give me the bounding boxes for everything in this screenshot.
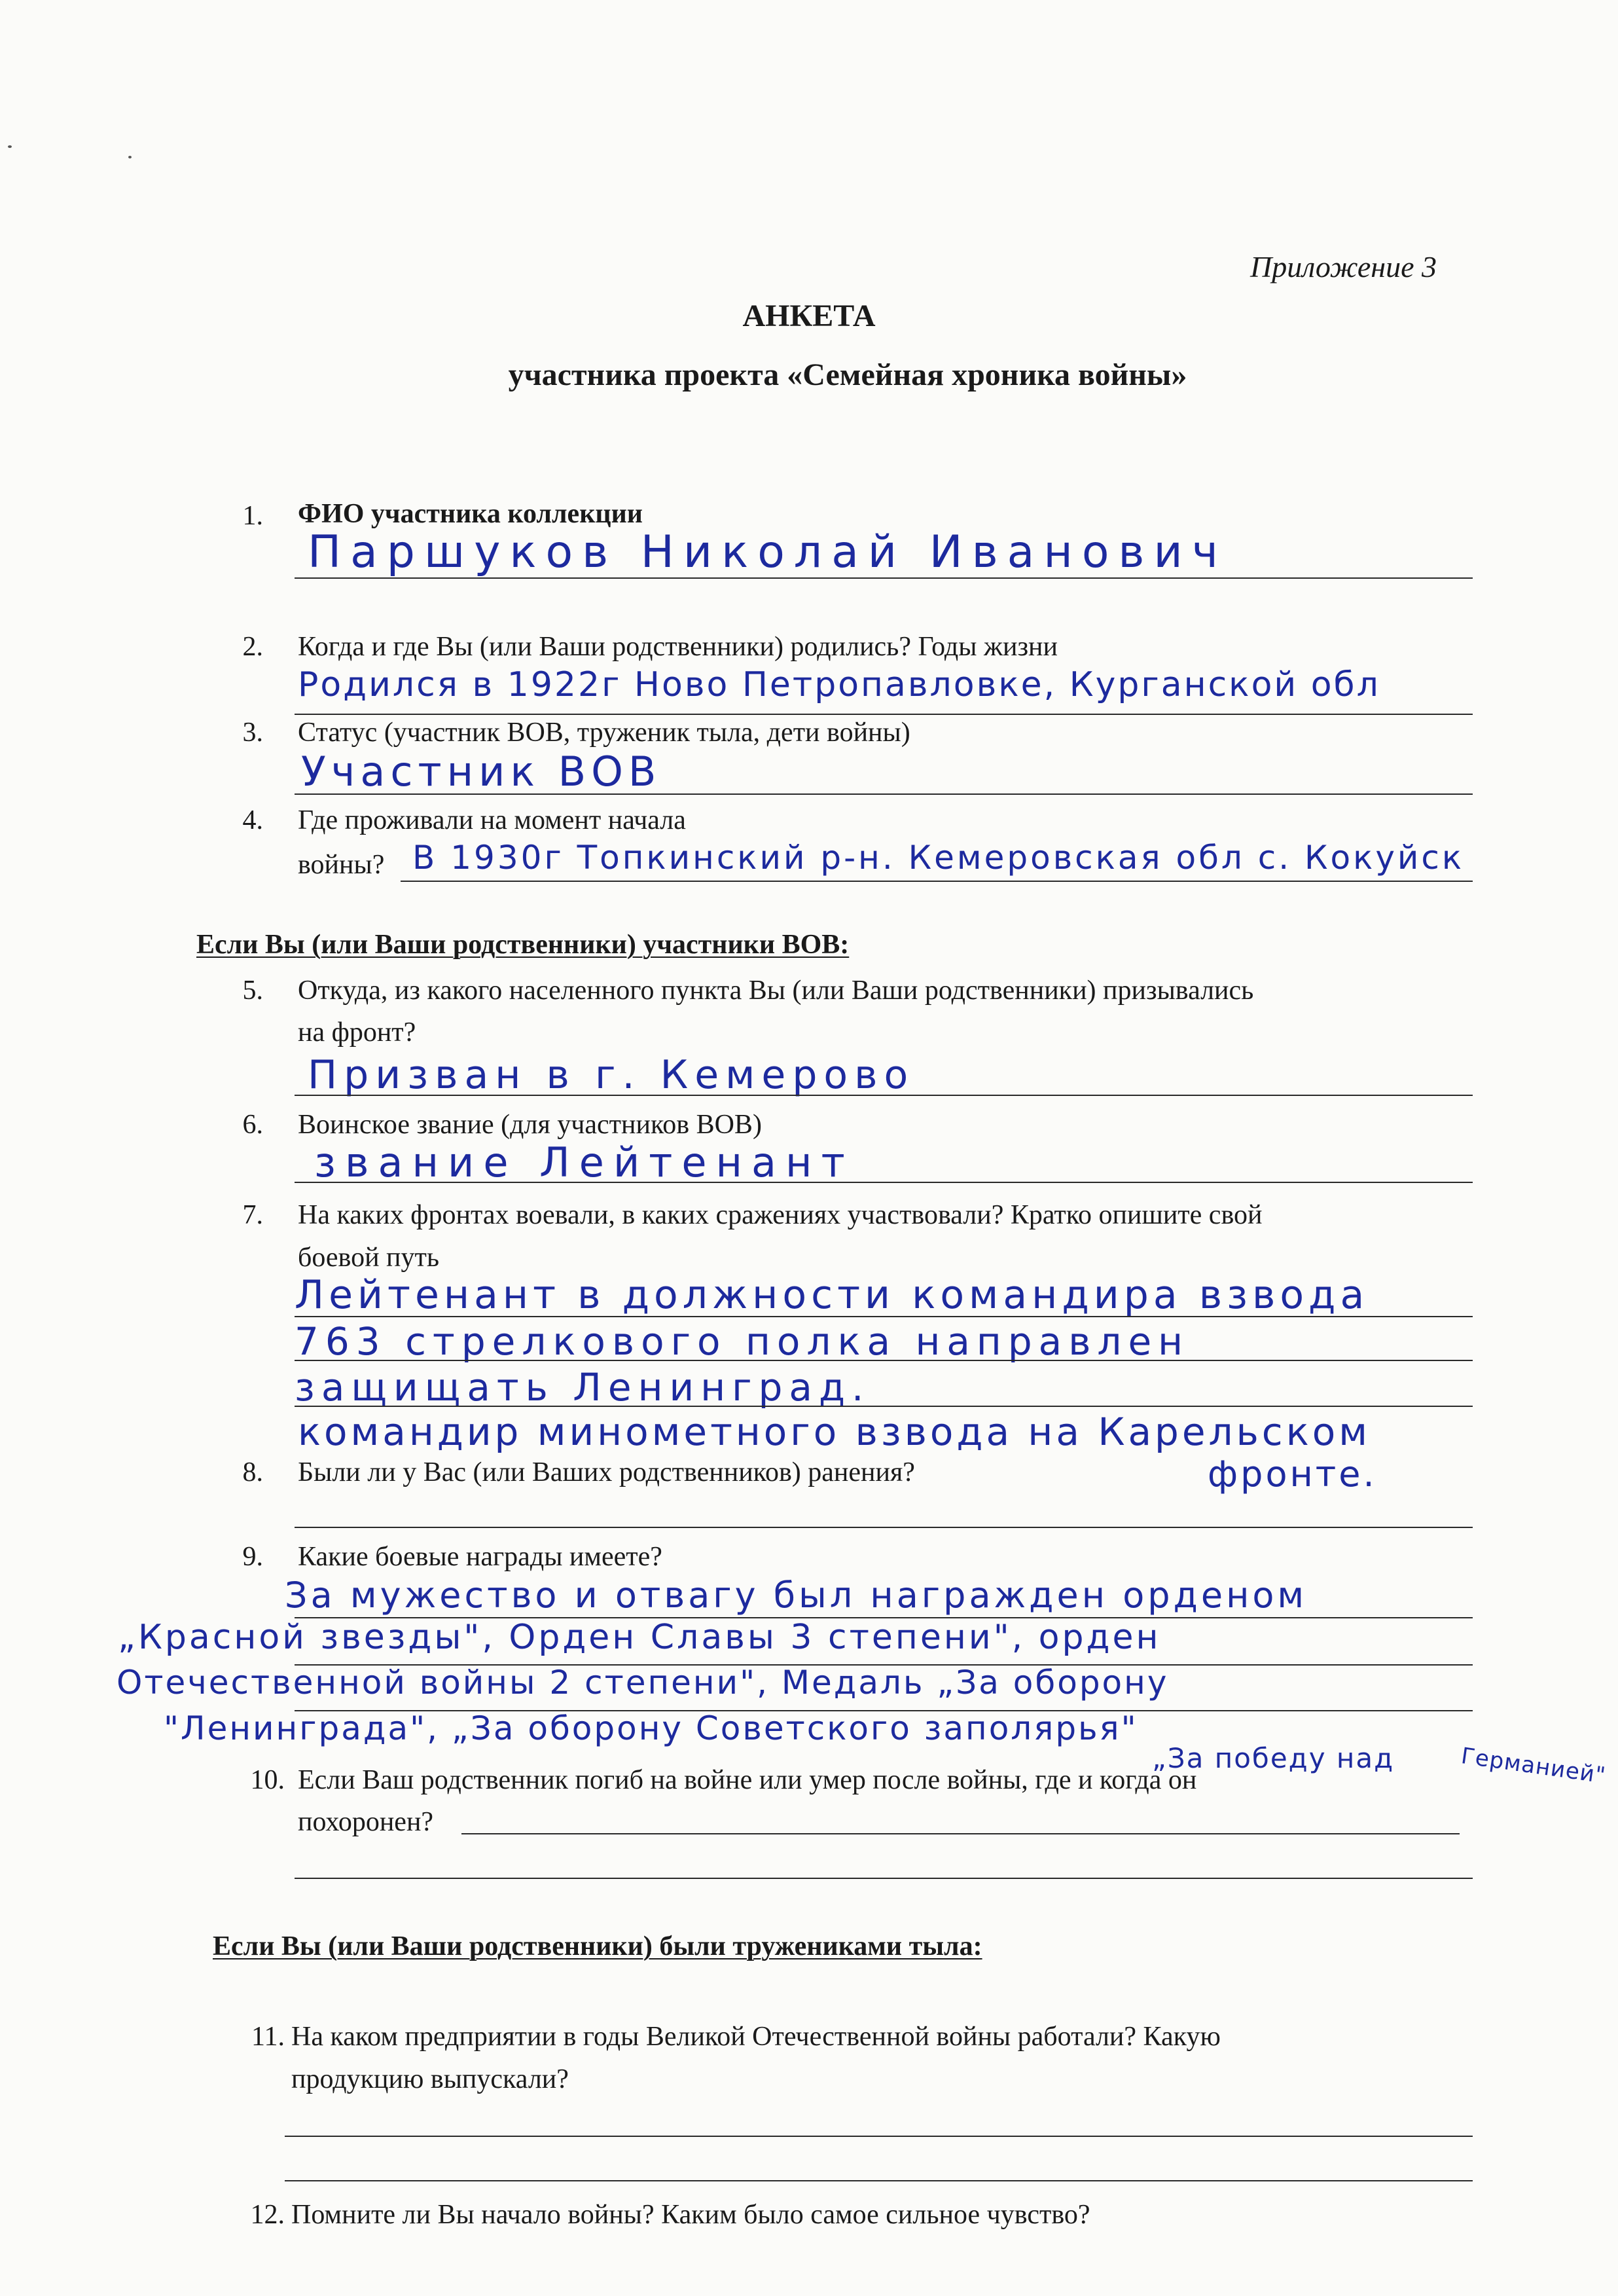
scan-speck: [128, 156, 132, 158]
q9-answer-line-text: За мужество и отвагу был награжден орденом: [285, 1575, 1308, 1616]
q6-label: Воинское звание (для участников ВОВ): [298, 1110, 762, 1140]
q6-answer-line: [295, 1182, 1473, 1183]
q7-answer-line: [295, 1316, 1473, 1317]
q12-label: Помните ли Вы начало войны? Каким было самое сильное чувство?: [291, 2200, 1090, 2230]
q4-answer: В 1930г Топкинский р-н. Кемеровская обл с. Кокуйск: [412, 839, 1465, 877]
q5-label-line1: Откуда, из какого населенного пункта Вы (или Ваши родственники) призывались: [298, 975, 1254, 1006]
q7-label-line2: боевой путь: [298, 1243, 440, 1273]
question-number: 8.: [242, 1457, 263, 1487]
question-number: 7.: [242, 1200, 263, 1230]
question-number: 5.: [242, 975, 263, 1006]
document-subtitle: участника проекта «Семейная хроника войны»: [508, 357, 1187, 392]
q5-answer: Призван в г. Кемерово: [308, 1052, 915, 1098]
q11-label-line2: продукцию выпускали?: [291, 2064, 569, 2094]
q7-answer-line: [295, 1360, 1473, 1361]
question-number: 9.: [242, 1542, 263, 1572]
q11-label-line1: На каком предприятии в годы Великой Отечественной войны работали? Какую: [291, 2022, 1221, 2052]
question-number: 3.: [242, 718, 263, 748]
question-number: 11.: [251, 2022, 285, 2052]
q7-label-line1: На каких фронтах воевали, в каких сражениях участвовали? Кратко опишите свой: [298, 1200, 1263, 1230]
q5-label-line2: на фронт?: [298, 1017, 416, 1048]
q7-answer-line-text: фронте.: [1208, 1453, 1377, 1495]
q9-answer-line-text: „За победу над: [1152, 1742, 1395, 1774]
q3-answer: Участник ВОВ: [301, 748, 662, 795]
q1-answer: Паршуков Николай Иванович: [308, 526, 1227, 578]
q8-answer-line: [295, 1527, 1473, 1528]
q7-answer-line-text: Лейтенант в должности командира взвода: [295, 1272, 1369, 1318]
section-heading-vov: Если Вы (или Ваши родственники) участники ВОВ:: [196, 930, 850, 960]
q7-answer-line: [295, 1406, 1473, 1407]
q2-answer: Родился в 1922г Ново Петропавловке, Курганской обл: [298, 665, 1380, 704]
question-number: 4.: [242, 805, 263, 835]
q9-answer-line-text: Германией": [1459, 1743, 1608, 1789]
q3-label: Статус (участник ВОВ, труженик тыла, дети войны): [298, 718, 910, 748]
q5-answer-line: [295, 1095, 1473, 1096]
q11-answer-line: [285, 2136, 1473, 2137]
q1-answer-line: [295, 577, 1473, 579]
q9-answer-line-text: Отечественной войны 2 степени", Медаль „За оборону: [117, 1664, 1169, 1702]
q9-label: Какие боевые награды имеете?: [298, 1542, 662, 1572]
question-number: 2.: [242, 632, 263, 662]
q7-answer-line-text: 763 стрелкового полка направлен: [295, 1319, 1190, 1364]
appendix-label: Приложение 3: [1250, 250, 1437, 283]
q3-answer-line: [295, 793, 1473, 795]
q4-label-line1: Где проживали на момент начала: [298, 805, 686, 835]
q1-label: ФИО участника коллекции: [298, 499, 643, 529]
q7-answer-line-text: командир минометного взвода на Карельском: [298, 1410, 1371, 1454]
q4-label-line2: войны?: [298, 850, 385, 880]
q8-label: Были ли у Вас (или Ваших родственников) ранения?: [298, 1457, 915, 1487]
question-number: 10.: [250, 1765, 285, 1795]
q2-answer-line: [295, 714, 1473, 715]
question-number: 1.: [242, 501, 263, 531]
q11-answer-line: [285, 2180, 1473, 2181]
document-title: АНКЕТА: [742, 299, 876, 333]
question-number: 12.: [250, 2200, 285, 2230]
q2-label: Когда и где Вы (или Ваши родственники) родились? Годы жизни: [298, 632, 1058, 662]
q10-answer-line: [461, 1833, 1460, 1834]
scan-speck: [8, 145, 12, 148]
q9-answer-line-text: „Красной звезды", Орден Славы 3 степени", орден: [118, 1618, 1161, 1657]
q4-answer-line: [401, 881, 1473, 882]
section-heading-home-front: Если Вы (или Ваши родственники) были тружениками тыла:: [213, 1931, 982, 1961]
q10-answer-line: [295, 1878, 1473, 1879]
q10-label-line1: Если Ваш родственник погиб на войне или умер после войны, где и когда он: [298, 1765, 1197, 1795]
question-number: 6.: [242, 1110, 263, 1140]
q10-label-line2: похоронен?: [298, 1807, 434, 1837]
q9-answer-line-text: "Ленинграда", „За оборону Советского заполярья": [164, 1709, 1138, 1747]
q6-answer: звание Лейтенант: [314, 1139, 854, 1186]
q7-answer-line-text: защищать Ленинград.: [295, 1365, 871, 1410]
